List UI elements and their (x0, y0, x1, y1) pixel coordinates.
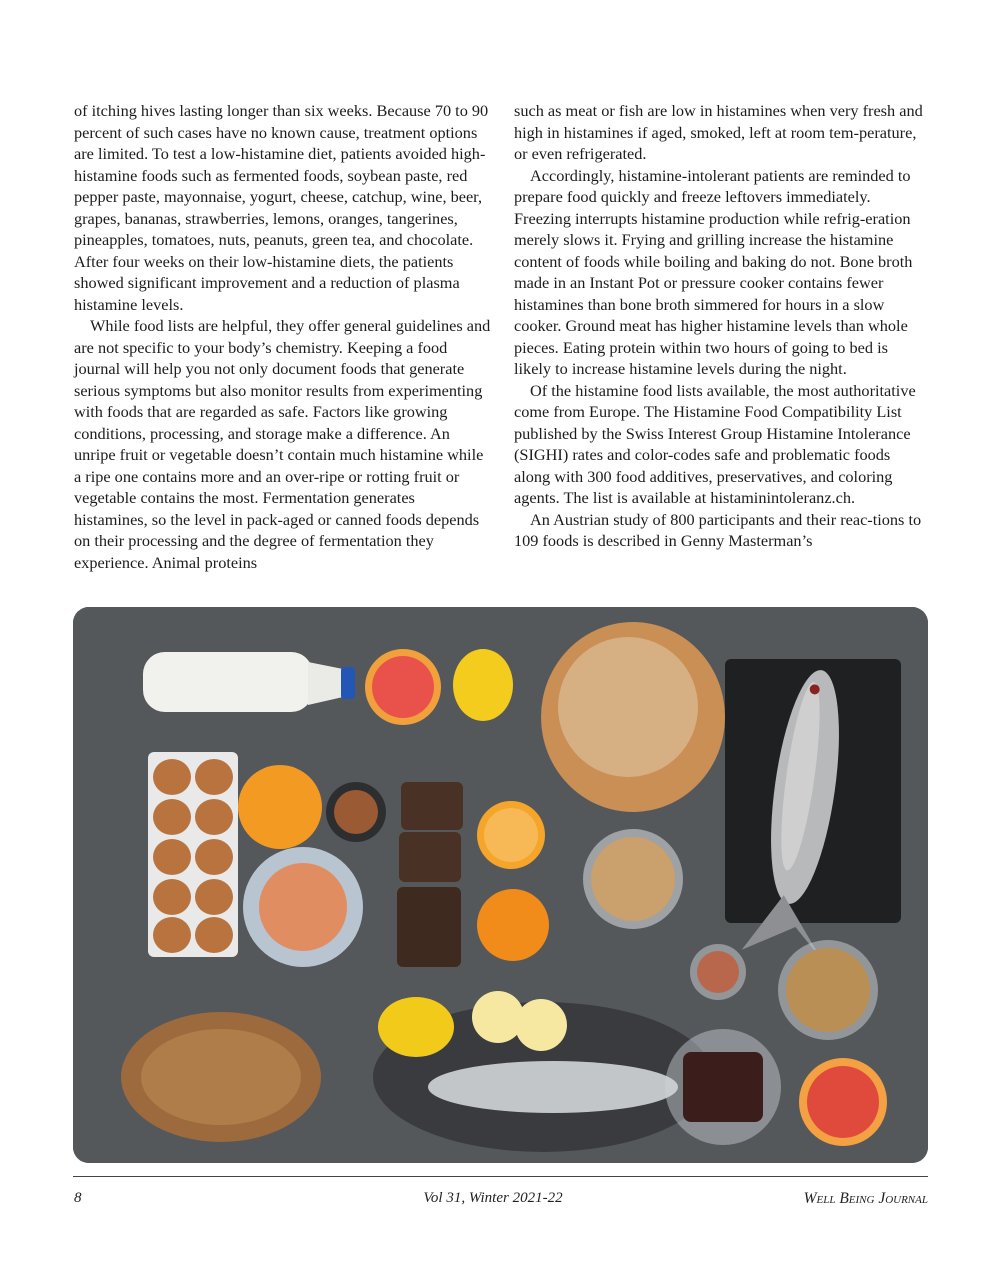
orange (477, 889, 549, 961)
body-paragraph: such as meat or fish are low in histamines when very fresh and high in histamines if aged, smoked, left at room tem-perature, or even refrigerated. (514, 101, 923, 163)
sea-bass (428, 1061, 678, 1113)
lemon (378, 997, 454, 1057)
body-paragraph: An Austrian study of 800 participants and their reac-tions to 109 foods is described in Genny Masterman’s (514, 509, 922, 550)
rye-bread-slices (397, 782, 463, 967)
body-paragraph: While food lists are helpful, they offer general guidelines and are not specific to your body’s chemistry. Keeping a food journal will help you not only document foods that generate serious symptoms but also monitor results from experimenting with foods that are regarded as safe. Factors like growing conditions, processing, and storage make a difference. An unripe fruit or vegetable doesn’t contain much histamine while a ripe one contains more and an over-ripe or rotting fruit or vegetable contains the most. Fermentation generates histamines, so the level in pack-aged or canned foods depends on their processing and the degree of fermentation they experience. Animal proteins (74, 316, 491, 572)
orange (238, 765, 322, 849)
body-paragraph: Accordingly, histamine-intolerant patients are reminded to prepare food quickly and freeze leftovers immediately. Freezing interrupts histamine production while refrig-eration merely slows it. Frying and grilling increase the histamine content of foods while boiling and baking do not. Bone broth made in an Instant Pot or pressure cooker contains fewer histamines than bone broth simmered for hours in a slow cooker. Ground meat has higher histamine levels than whole pieces. Eating protein within two hours of going to bed is likely to increase histamine levels during the night. (514, 165, 913, 378)
left-column (74, 100, 491, 573)
food-photo (73, 607, 928, 1163)
page-number: 8 (74, 1190, 82, 1206)
lemon (453, 649, 513, 721)
body-paragraph: Of the histamine food lists available, the most authoritative come from Europe. The Histamine Food Compatibility List published by the Swiss Interest Group Histamine Intolerance (SIGHI) rates and color-codes safe and problematic foods along with 300 food additives, preservatives, and coloring agents. The list is available at histaminintoleranz.ch. (514, 380, 916, 507)
right-column (514, 100, 928, 552)
issue-info: Vol 31, Winter 2021-22 (423, 1190, 563, 1206)
body-paragraph: of itching hives lasting longer than six weeks. Because 70 to 90 percent of such cases have no known cause, treatment options are limited. To test a low-histamine diet, patients avoided high-histamine foods such as fermented foods, soybean paste, red pepper paste, mayonnaise, yogurt, cheese, catchup, wine, beer, grapes, bananas, strawberries, lemons, oranges, tangerines, pineapples, tomatoes, nuts, peanuts, green tea, and chocolate. After four weeks on their low-histamine diets, the patients showed significant improvement and a reduction of plasma histamine levels. (74, 101, 489, 314)
journal-name: Well Being Journal (803, 1190, 928, 1207)
footer-rule (73, 1176, 928, 1177)
